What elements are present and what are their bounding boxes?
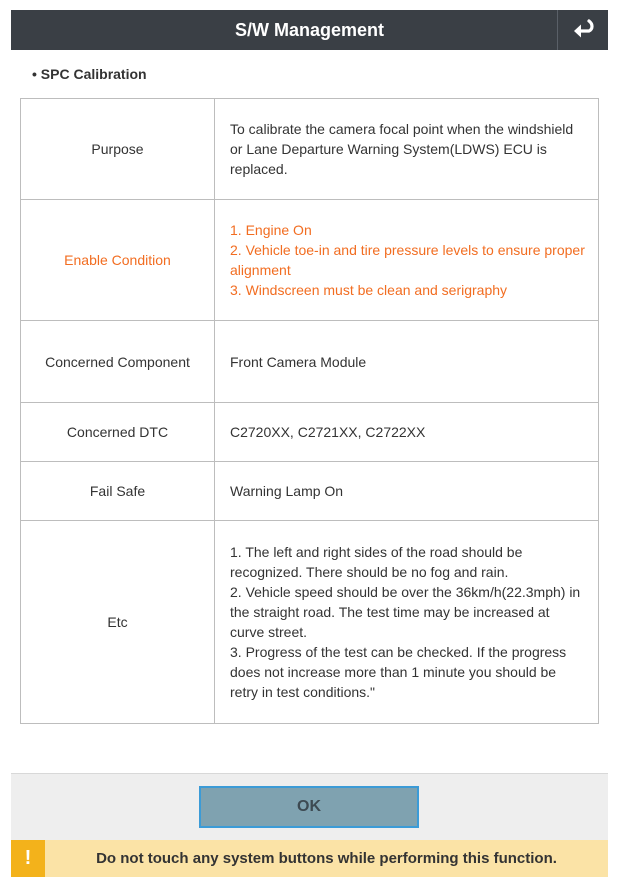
etc-label: Etc (21, 521, 215, 724)
warning-bar (11, 840, 608, 877)
etc-line: 3. Progress of the test can be checked. If the progress does not increase more than 1 minute you should be retry in test conditions." (230, 644, 567, 700)
back-button[interactable] (557, 10, 608, 50)
warning-message: Do not touch any system buttons while performing this function. (96, 850, 557, 867)
enable-condition-line: 1. Engine On (230, 222, 312, 238)
table-row-concerned-component (21, 321, 599, 403)
concerned-component-value: Front Camera Module (215, 321, 599, 403)
table-row-enable-condition (21, 200, 599, 321)
ok-button[interactable]: OK (199, 786, 419, 828)
table-row-concerned-dtc (21, 403, 599, 462)
info-table (20, 98, 599, 724)
enable-condition-value (215, 200, 599, 321)
fail-safe-value: Warning Lamp On (215, 462, 599, 521)
title-bar (11, 10, 608, 50)
enable-condition-label: Enable Condition (21, 200, 215, 321)
concerned-component-label: Concerned Component (21, 321, 215, 403)
button-bar (11, 773, 608, 841)
fail-safe-label: Fail Safe (21, 462, 215, 521)
enable-condition-line: 2. Vehicle toe-in and tire pressure levels to ensure proper alignment (230, 242, 585, 278)
etc-line: 2. Vehicle speed should be over the 36km/h(22.3mph) in the straight road. The test time may be increased at curve street. (230, 584, 581, 640)
section-title: • SPC Calibration (32, 66, 147, 82)
warning-icon: ! (11, 840, 45, 877)
table-row-fail-safe (21, 462, 599, 521)
purpose-label: Purpose (21, 99, 215, 200)
concerned-dtc-label: Concerned DTC (21, 403, 215, 462)
etc-value (215, 521, 599, 724)
return-arrow-icon (571, 19, 595, 41)
table-row-etc (21, 521, 599, 724)
etc-line: 1. The left and right sides of the road should be recognized. There should be no fog and rain. (230, 544, 523, 580)
enable-condition-line: 3. Windscreen must be clean and serigraphy (230, 282, 508, 298)
page-title: S/W Management (234, 20, 385, 40)
table-row-purpose (21, 99, 599, 200)
purpose-value: To calibrate the camera focal point when the windshield or Lane Departure Warning System(LDWS) ECU is replaced. (215, 99, 599, 200)
concerned-dtc-value: C2720XX, C2721XX, C2722XX (215, 403, 599, 462)
